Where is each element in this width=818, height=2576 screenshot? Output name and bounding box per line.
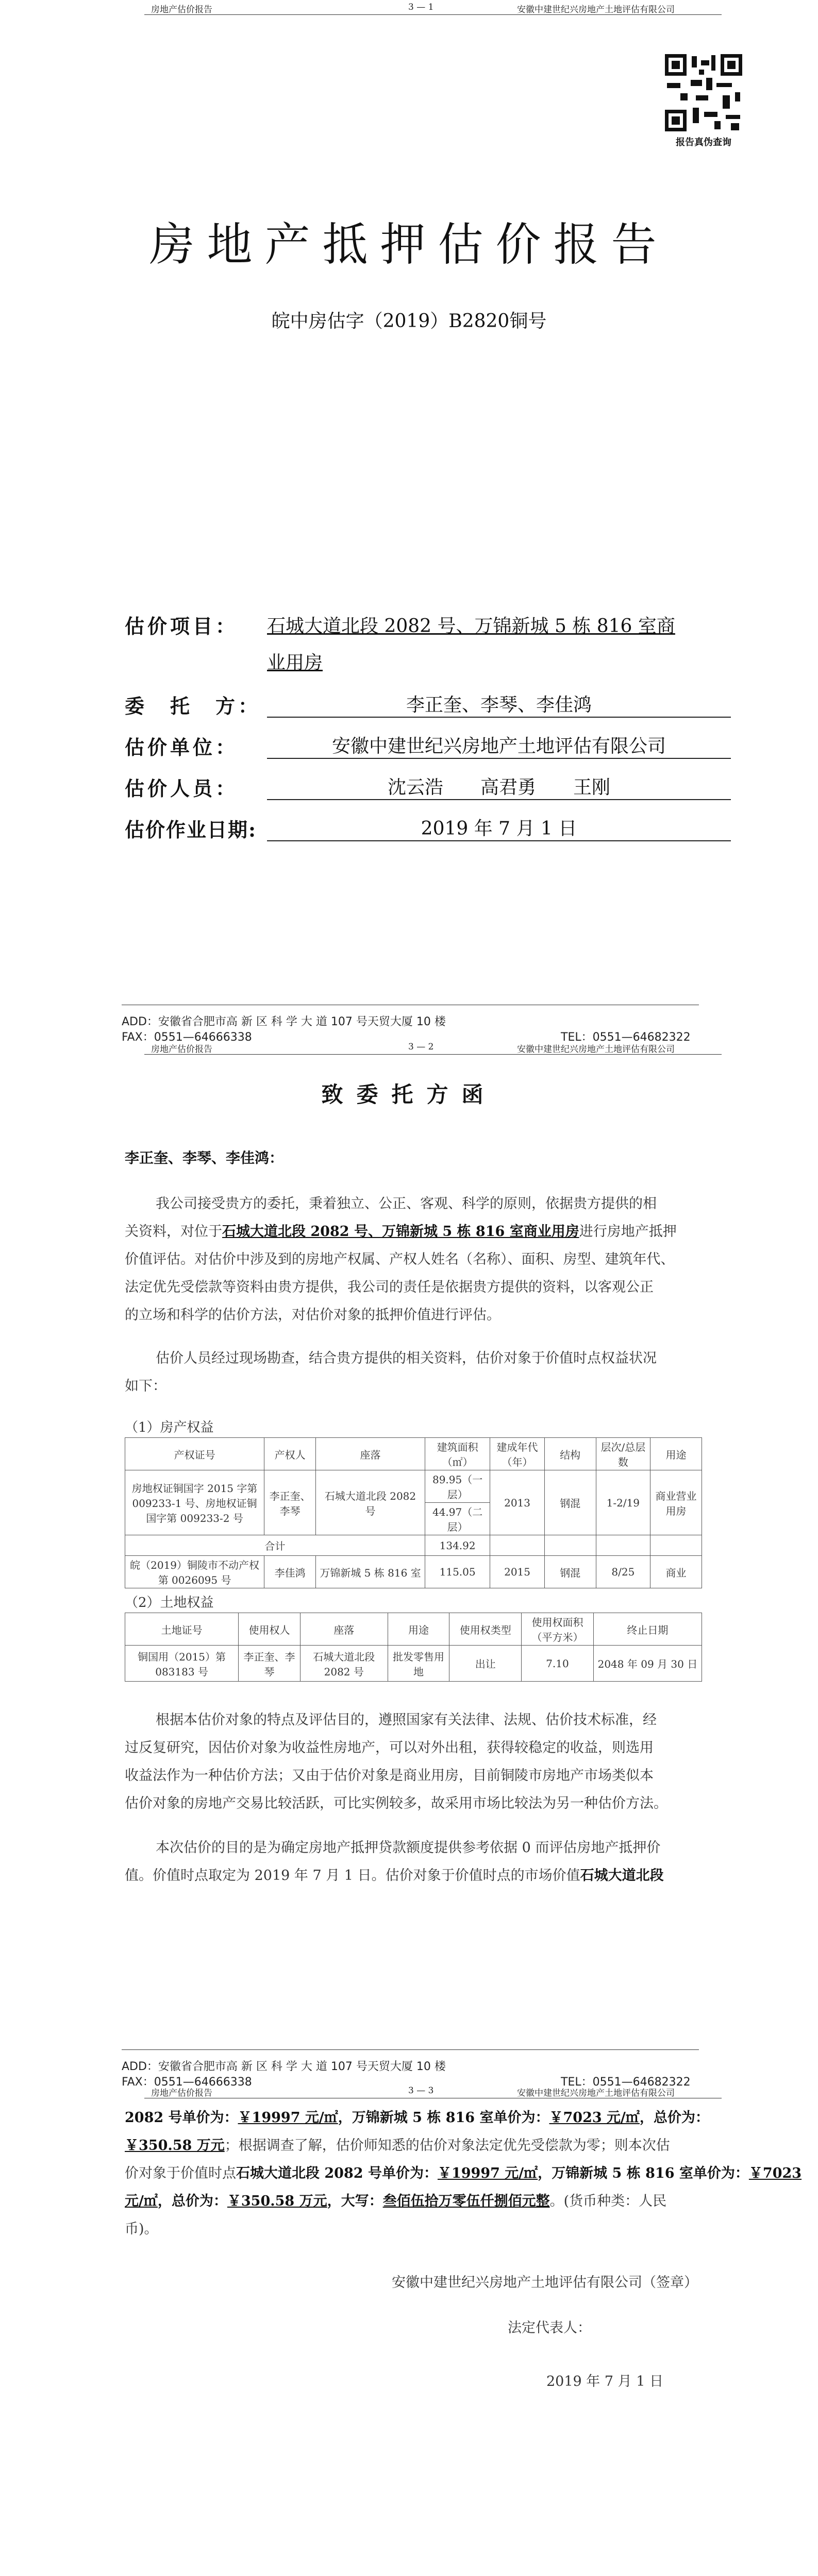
house-rights-label: （1）房产权益 xyxy=(125,1420,214,1435)
letter-heading: 致委托方函 xyxy=(321,1082,497,1107)
total-price-value: ￥350.58 万元 xyxy=(227,2193,327,2209)
land-rights-table xyxy=(125,1613,702,1682)
table-cell: 2048 年 09 月 30 日 xyxy=(593,1646,702,1682)
property-address: 石城大道北段 xyxy=(580,1868,664,1884)
house-rights-table xyxy=(125,1437,702,1588)
table-cell: 房地权证铜国字 2015 字第 009233-1 号、房地权证铜国字第 009233-2 号 xyxy=(125,1470,264,1535)
value-appraiser-company: 安徽中建世纪兴房地产土地评估有限公司 xyxy=(267,732,731,759)
paragraph-line: 元/㎡，总价为：￥350.58 万元，大写：叁佰伍拾万零伍仟捌佰元整。(货币种类：人民 xyxy=(125,2193,667,2209)
table-cell: 1-2/19 xyxy=(596,1470,650,1535)
table-cell: 李正奎、李琴 xyxy=(239,1646,301,1682)
table-header: 终止日期 xyxy=(593,1613,702,1646)
table-cell: 8/25 xyxy=(596,1556,650,1588)
label-project: 估价项目： xyxy=(125,615,239,638)
unit-price-value: ￥19997 元/㎡ xyxy=(238,2110,338,2126)
land-rights-label: （2）土地权益 xyxy=(125,1595,214,1611)
table-cell: 商业营业用房 xyxy=(650,1470,702,1535)
unit-price-value: ￥7023 xyxy=(748,2165,802,2181)
footer-rule xyxy=(122,2049,699,2050)
paragraph-line: 如下： xyxy=(125,1378,166,1394)
table-cell: 钢混 xyxy=(544,1556,596,1588)
signing-company: 安徽中建世纪兴房地产土地评估有限公司（签章） xyxy=(392,2275,698,2291)
value-client: 李正奎、李琴、李佳鸿 xyxy=(267,690,731,718)
table-cell: 石城大道北段 2082 号 xyxy=(300,1646,388,1682)
paragraph-line: 根据本估价对象的特点及评估目的，遵照国家有关法律、法规、估价技术标准，经 xyxy=(156,1712,657,1728)
header-rule xyxy=(144,14,722,15)
table-cell: 2015 xyxy=(490,1556,544,1588)
table-cell: 石城大道北段 2082 号 xyxy=(316,1470,425,1535)
table-header: 产权证号 xyxy=(125,1438,264,1470)
paragraph-line: 我公司接受贵方的委托，秉着独立、公正、客观、科学的原则，依据贵方提供的相 xyxy=(156,1196,657,1212)
paragraph-line: 价对象于价值时点石城大道北段 2082 号单价为：￥19997 元/㎡，万锦新城 5 栋 816 室单价为：￥7023 xyxy=(125,2165,802,2181)
footer-address: ADD：安徽省合肥市高 新 区 科 学 大 道 107 号天贸大厦 10 楼 xyxy=(122,1015,446,1028)
table-header: 使用权人 xyxy=(239,1613,301,1646)
page-number: 3 — 2 xyxy=(408,1042,434,1052)
total-price-value: ￥350.58 万元 xyxy=(125,2138,225,2154)
paragraph-line: 币)。 xyxy=(125,2221,158,2237)
page-header-right: 安徽中建世纪兴房地产土地评估有限公司 xyxy=(517,5,675,15)
paragraph-line: 收益法作为一种估价方法；又由于估价对象是商业用房，目前铜陵市房地产市场类似本 xyxy=(125,1768,654,1784)
signing-date: 2019 年 7 月 1 日 xyxy=(546,2374,663,2389)
page-number: 3 — 3 xyxy=(408,2086,434,2096)
table-cell: 李正奎、李琴 xyxy=(264,1470,316,1535)
paragraph-line: 本次估价的目的是为确定房地产抵押贷款额度提供参考依据 0 而评估房地产抵押价 xyxy=(156,1840,661,1856)
table-header: 使用权类型 xyxy=(449,1613,522,1646)
label-appraiser-company: 估价单位： xyxy=(125,736,239,759)
table-header: 建成年代（年） xyxy=(490,1438,544,1470)
table-cell: 商业 xyxy=(650,1556,702,1588)
unit-price-value: ￥19997 元/㎡ xyxy=(437,2165,538,2181)
total-price-uppercase: 叁佰伍拾万零伍仟捌佰元整 xyxy=(382,2193,550,2209)
table-cell: 皖（2019）铜陵市不动产权第 0026095 号 xyxy=(125,1556,264,1588)
page-number: 3 — 1 xyxy=(408,2,434,12)
header-rule xyxy=(144,1054,722,1055)
table-cell: 合计 xyxy=(125,1535,425,1556)
label-work-date: 估价作业日期: xyxy=(125,818,257,841)
page-header-right: 安徽中建世纪兴房地产土地评估有限公司 xyxy=(517,1044,675,1055)
value-appraisers: 沈云浩 高君勇 王刚 xyxy=(267,773,731,800)
table-cell: 出让 xyxy=(449,1646,522,1682)
unit-price-value: ￥7023 元/㎡ xyxy=(549,2110,640,2126)
page-header-left: 房地产估价报告 xyxy=(151,2088,212,2098)
paragraph-line: 估价对象的房地产交易比较活跃，可比实例较多，故采用市场比较法为另一种估价方法。 xyxy=(125,1795,667,1811)
paragraph-line: 过反复研究，因估价对象为收益性房地产，可以对外出租，获得较稳定的收益，则选用 xyxy=(125,1740,654,1756)
table-cell: 89.95（一层） xyxy=(425,1470,490,1503)
table-cell: 44.97（二层） xyxy=(425,1503,490,1535)
salutation: 李正奎、李琴、李佳鸿： xyxy=(125,1149,284,1166)
paragraph-line: 估价人员经过现场勘查，结合贵方提供的相关资料，估价对象于价值时点权益状况 xyxy=(156,1350,657,1366)
qr-caption: 报告真伪查询 xyxy=(676,137,731,148)
table-header: 座落 xyxy=(316,1438,425,1470)
table-header: 结构 xyxy=(544,1438,596,1470)
legal-representative: 法定代表人： xyxy=(508,2320,591,2336)
table-cell: 铜国用（2015）第 083183 号 xyxy=(125,1646,239,1682)
table-header: 土地证号 xyxy=(125,1613,239,1646)
label-appraisers: 估价人员： xyxy=(125,777,239,800)
footer-fax: FAX：0551—64666338 xyxy=(122,1031,252,1044)
table-cell: 李佳鸿 xyxy=(264,1556,316,1588)
value-project-line2: 业用房 xyxy=(267,652,323,673)
value-project-line1: 石城大道北段 2082 号、万锦新城 5 栋 816 室商 xyxy=(267,616,675,637)
report-title: 房地产抵押估价报告 xyxy=(149,218,669,271)
label-client: 委 托 方： xyxy=(125,694,261,718)
qr-code-icon xyxy=(665,54,742,131)
table-header: 产权人 xyxy=(264,1438,316,1470)
page-header-left: 房地产估价报告 xyxy=(151,5,212,15)
value-work-date: 2019 年 7 月 1 日 xyxy=(267,814,731,841)
footer-address: ADD：安徽省合肥市高 新 区 科 学 大 道 107 号天贸大厦 10 楼 xyxy=(122,2060,446,2073)
table-header: 用途 xyxy=(650,1438,702,1470)
paragraph-line: 法定优先受偿款等资料由贵方提供，我公司的责任是依据贵方提供的资料，以客观公正 xyxy=(125,1279,654,1295)
table-cell: 万锦新城 5 栋 816 室 xyxy=(316,1556,425,1588)
paragraph-line: 价值评估。对估价中涉及到的房地产权属、产权人姓名（名称）、面积、房型、建筑年代、 xyxy=(125,1251,675,1267)
table-cell: 2013 xyxy=(490,1470,544,1535)
paragraph-line: ￥350.58 万元；根据调查了解，估价师知悉的估价对象法定优先受偿款为零；则本次估 xyxy=(125,2138,670,2154)
page-header-left: 房地产估价报告 xyxy=(151,1044,212,1055)
table-header: 使用权面积（平方米） xyxy=(522,1613,594,1646)
paragraph-line: 值。价值时点取定为 2019 年 7 月 1 日。估价对象于价值时点的市场价值石城大道北段 xyxy=(125,1868,664,1884)
table-cell: 钢混 xyxy=(544,1470,596,1535)
table-cell: 115.05 xyxy=(425,1556,490,1588)
page-header-right: 安徽中建世纪兴房地产土地评估有限公司 xyxy=(517,2088,675,2098)
document-number: 皖中房估字（2019）B2820铜号 xyxy=(271,311,547,332)
table-cell: 7.10 xyxy=(522,1646,594,1682)
paragraph-line: 的立场和科学的估价方法，对估价对象的抵押价值进行评估。 xyxy=(125,1307,500,1323)
paragraph-line: 关资料，对位于石城大道北段 2082 号、万锦新城 5 栋 816 室商业用房进行房地产抵押 xyxy=(125,1224,677,1240)
table-cell: 批发零售用地 xyxy=(388,1646,449,1682)
paragraph-line: 2082 号单价为：￥19997 元/㎡，万锦新城 5 栋 816 室单价为：￥7023 元/㎡，总价为： xyxy=(125,2110,709,2126)
table-header: 用途 xyxy=(388,1613,449,1646)
footer-fax: FAX：0551—64666338 xyxy=(122,2076,252,2089)
property-address: 石城大道北段 2082 号、万锦新城 5 栋 816 室商业用房 xyxy=(222,1224,579,1240)
table-header: 层次/总层数 xyxy=(596,1438,650,1470)
table-header: 座落 xyxy=(300,1613,388,1646)
footer-tel: TEL：0551—64682322 xyxy=(561,1031,691,1044)
table-cell: 134.92 xyxy=(425,1535,490,1556)
footer-tel: TEL：0551—64682322 xyxy=(561,2076,691,2089)
table-header: 建筑面积（㎡） xyxy=(425,1438,490,1470)
